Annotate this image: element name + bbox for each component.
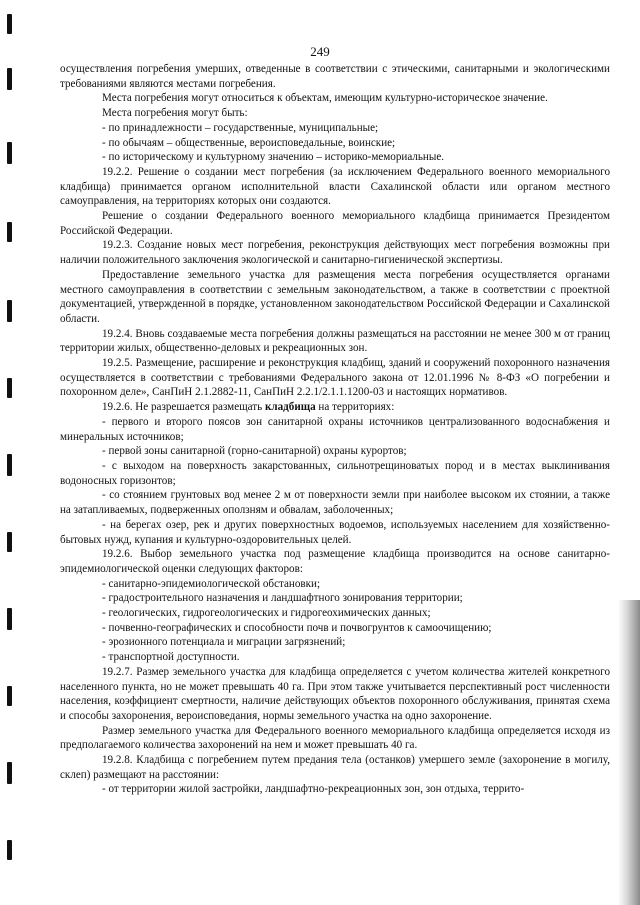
paragraph: - санитарно-эпидемиологической обстановки; — [102, 577, 321, 590]
page-number: 249 — [310, 44, 330, 59]
paragraph: - со стоянием грунтовых вод менее 2 м от поверхности земли при наиболее высоком их стоянии, а также на затапливаемых, подверженных оползням и обвалам, заболоченных; — [60, 489, 610, 517]
paragraph: 19.2.6. Выбор земельного участка под размещение кладбища производится на основе санитарно-эпидемиологической оценки следующих факторов: — [60, 548, 610, 575]
scan-edge-mark — [7, 222, 12, 242]
paragraph: - по историческому и культурному значению – историко-мемориальные. — [102, 151, 445, 164]
paragraph: - по принадлежности – государственные, муниципальные; — [102, 121, 379, 134]
paragraph: - от территории жилой застройки, ландшафтно-рекреационных зон, зон отдыха, террито- — [102, 783, 525, 796]
scan-edge-mark — [7, 762, 12, 784]
paragraph: Решение о создании Федерального военного мемориального кладбища принимается Президентом Российской Федерации. — [60, 210, 610, 237]
paragraph: - первой зоны санитарной (горно-санитарной) охраны курортов; — [102, 445, 407, 458]
paragraph: Места погребения могут быть: — [102, 107, 248, 120]
scan-edge-mark — [7, 68, 12, 90]
paragraph: Размер земельного участка для Федерального военного мемориального кладбища определяется исходя из предполагаемого количества захоронений на нем и может превышать 40 га. — [60, 724, 610, 752]
paragraph: - почвенно-географических и способности почв и почвогрунтов к самоочищению; — [102, 621, 492, 634]
paragraph: 19.2.3. Создание новых мест погребения, реконструкция действующих мест погребения возможны при наличии положительного заключения экологической и санитарно-гигиенической экспертизы. — [60, 239, 610, 267]
paragraph: - транспортной доступности. — [102, 651, 240, 664]
paragraph: - на берегах озер, рек и других поверхностных водоемов, используемых населением для хозяйственно-бытовых нужд, купания и культурно-оздоровительных целей. — [60, 518, 610, 546]
scan-shadow — [618, 600, 640, 905]
paragraph: - эрозионного потенциала и миграции загрязнений; — [102, 636, 346, 649]
document-body — [60, 62, 610, 797]
scan-edge-mark — [7, 300, 12, 322]
scan-edge-mark — [7, 608, 12, 630]
paragraph: 19.2.8. Кладбища с погребением путем предания тела (останков) умершего земле (захоронение в могилу, склеп) размещают на расстоянии: — [60, 754, 610, 781]
paragraph: 19.2.7. Размер земельного участка для кладбища определяется с учетом количества жителей конкретного населенного пункта, но не может превышать 40 га. При этом также учитывается перспективный рост численности населения, коэффициент смертности, наличие действующих объектов похоронного обслуживания, принятая схема и способы захоронения, вероисповедания, нормы земельного участка на одно захоронение. — [60, 665, 610, 722]
scan-edge-mark — [7, 840, 12, 860]
paragraph: - по обычаям – общественные, вероисповедальные, воинские; — [102, 136, 396, 149]
paragraph: 19.2.6. Не разрешается размещать кладбища на территориях: — [102, 401, 395, 414]
scan-edge-mark — [7, 532, 12, 552]
paragraph: Предоставление земельного участка для размещения места погребения осуществляется органами местного самоуправления в соответствии с земельным законодательством, а также в соответствии с проектной документацией, утвержденной в порядке, установленном законодательством Российской Федерации и Сахалинской области. — [60, 268, 610, 325]
scan-edge-mark — [7, 454, 12, 476]
scan-edge-mark — [7, 142, 12, 164]
paragraph: - с выходом на поверхность закарстованных, сильнотрещиноватых пород и в местах выклинивания водоносных горизонтов; — [60, 459, 610, 487]
paragraph: - градостроительного назначения и ландшафтного зонирования территории; — [102, 592, 463, 605]
paragraph: Места погребения могут относиться к объектам, имеющим культурно-историческое значение. — [102, 92, 548, 105]
scan-edge-mark — [7, 378, 12, 398]
scan-edge-mark — [7, 14, 12, 34]
paragraph: - первого и второго поясов зон санитарной охраны источников централизованного водоснабжения и минеральных источников; — [60, 415, 610, 443]
paragraph: - геологических, гидрогеологических и гидрогеохимических данных; — [102, 607, 431, 620]
paragraph: 19.2.5. Размещение, расширение и реконструкция кладбищ, зданий и сооружений похоронного назначения осуществляется в соответствии с требованиями Федерального закона от 12.01.1996 № 8-ФЗ «О погребении и похоронном деле», СанПиН 2.1.2882-11, СанПиН 2.2.1/2.1.1.1200-03 и настоящих нормативов. — [60, 357, 610, 399]
paragraph: осуществления погребения умерших, отведенные в соответствии с этическими, санитарными и экологическими требованиями являются местами погребения. — [60, 63, 610, 90]
paragraph: 19.2.4. Вновь создаваемые места погребения должны размещаться на расстоянии не менее 300 м от границ территории жилых, общественно-деловых и рекреационных зон. — [60, 327, 610, 355]
scan-edge-mark — [7, 686, 12, 706]
paragraph: 19.2.2. Решение о создании мест погребения (за исключением Федерального военного мемориального кладбища) принимается органом исполнительной власти Сахалинской области или органом местного самоуправления, на территориях которых они создаются. — [60, 165, 610, 208]
